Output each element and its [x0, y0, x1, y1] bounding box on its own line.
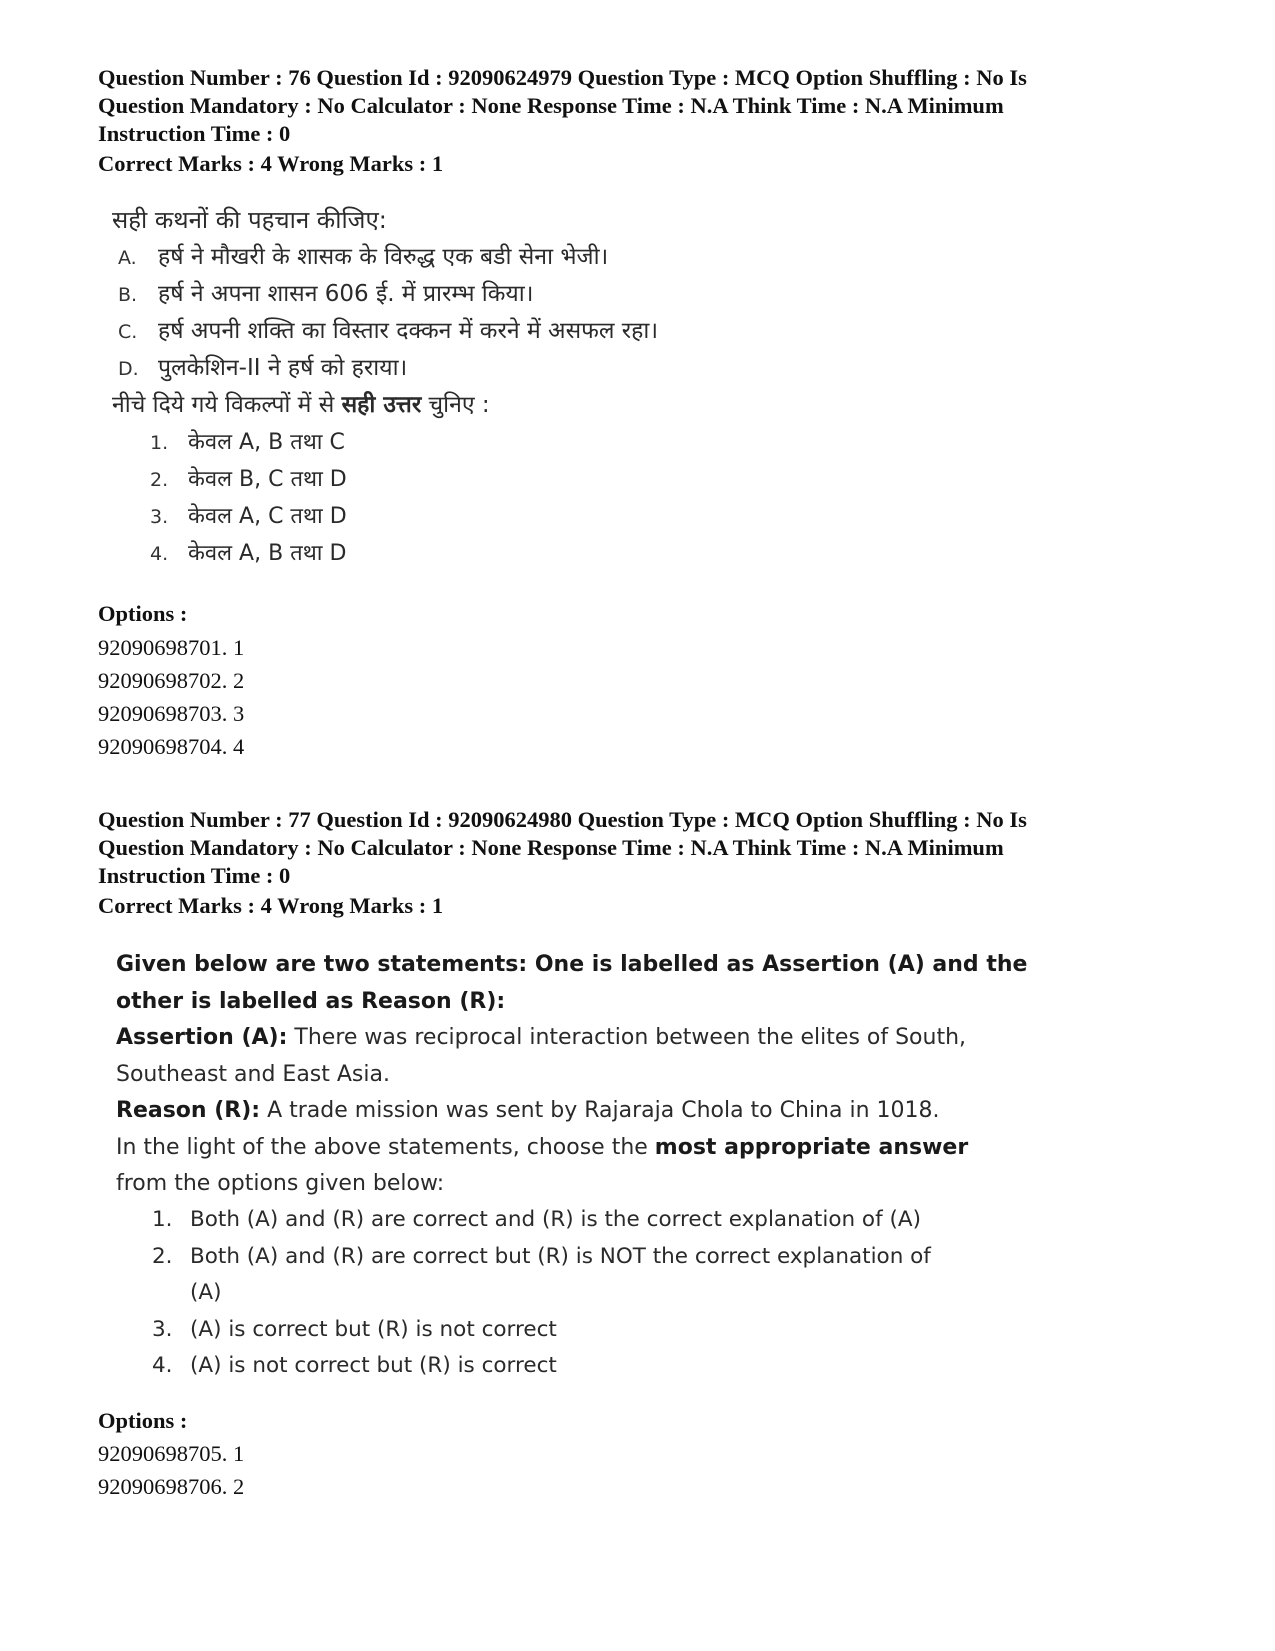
q76-choice-text: केवल A, B तथा C	[188, 430, 345, 455]
q77-choice-text: (A) is correct but (R) is not correct	[190, 1317, 557, 1342]
q76-instruction	[112, 390, 490, 420]
q76-choice-text: केवल A, C तथा D	[188, 504, 347, 529]
q76-meta-line-2: Question Mandatory : No Calculator : None Response Time : N.A Think Time : N.A Minimum	[98, 93, 1004, 118]
q76-choice-1	[150, 428, 345, 458]
q77-reason-text: A trade mission was sent by Rajaraja Chola to China in 1018.	[260, 1098, 940, 1123]
q77-reason	[116, 1096, 940, 1126]
q77-choice-number: 2.	[152, 1244, 173, 1269]
q77-assertion-line-2: Southeast and East Asia.	[116, 1062, 390, 1087]
q76-choice-3	[150, 502, 347, 532]
q76-instruction-post: चुनिए :	[421, 392, 490, 418]
q76-statement-label: C.	[118, 321, 138, 343]
q77-intro-line-2	[116, 987, 505, 1017]
q76-option-row: 92090698704. 4	[98, 734, 245, 759]
q77-assertion-label: Assertion (A):	[116, 1025, 288, 1050]
q77-choice-text: Both (A) and (R) are correct but (R) is NOT the correct explanation of	[190, 1244, 931, 1269]
q77-option-row: 92090698705. 1	[98, 1441, 245, 1466]
q76-choice-4	[150, 539, 346, 569]
q76-statement-text: हर्ष ने अपना शासन 606 ई. में प्रारम्भ किया।	[158, 281, 534, 307]
q76-choice-text: केवल B, C तथा D	[188, 467, 347, 492]
q77-assertion-text: There was reciprocal interaction between the elites of South,	[287, 1025, 967, 1050]
q76-choice-2	[150, 465, 347, 495]
q77-light-line-1	[116, 1133, 968, 1163]
q76-meta	[98, 64, 1188, 148]
q77-choice-text: Both (A) and (R) are correct and (R) is the correct explanation of (A)	[190, 1207, 921, 1232]
q77-options-label: Options :	[98, 1408, 188, 1433]
q76-statement-b	[118, 279, 533, 310]
q76-choice-number: 3.	[150, 506, 169, 528]
q77-assertion	[116, 1023, 966, 1053]
q77-light-pre: In the light of the above statements, choose the	[116, 1135, 655, 1160]
q76-statement-text: हर्ष अपनी शक्ति का विस्तार दक्कन में करने में असफल रहा।	[158, 318, 659, 344]
q76-statement-label: B.	[118, 284, 138, 306]
q77-choice-number: 4.	[152, 1353, 173, 1378]
q77-option-row: 92090698706. 2	[98, 1474, 245, 1499]
q76-meta-line-3: Instruction Time : 0	[98, 121, 291, 146]
q77-meta-line-3: Instruction Time : 0	[98, 863, 291, 888]
q77-choice-3	[152, 1315, 557, 1345]
q77-light-line-2: from the options given below:	[116, 1171, 445, 1196]
q76-statement-label: A.	[118, 247, 137, 269]
q76-meta-line-1: Question Number : 76 Question Id : 92090624979 Question Type : MCQ Option Shuffling : No Is	[98, 65, 1027, 90]
q76-options-label: Options :	[98, 601, 188, 626]
q76-instruction-bold: सही उत्तर	[341, 392, 422, 418]
q76-option-row: 92090698703. 3	[98, 701, 245, 726]
q76-choice-text: केवल A, B तथा D	[188, 541, 347, 566]
q77-light-bold: most appropriate answer	[654, 1135, 969, 1160]
q77-reason-label: Reason (R):	[116, 1098, 261, 1123]
q76-statement-c	[118, 316, 658, 347]
q77-choice-number: 1.	[152, 1207, 173, 1232]
q76-statement-d	[118, 353, 407, 384]
q77-choice-number: 3.	[152, 1317, 173, 1342]
q76-choice-number: 2.	[150, 469, 169, 491]
q77-choice-text: (A) is not correct but (R) is correct	[190, 1353, 557, 1378]
q77-choice-2	[152, 1242, 931, 1272]
q77-intro-line-1	[116, 950, 1027, 980]
q76-option-row: 92090698701. 1	[98, 635, 245, 660]
q77-marks: Correct Marks : 4 Wrong Marks : 1	[98, 893, 444, 918]
q76-prompt: सही कथनों की पहचान कीजिए:	[112, 206, 387, 234]
q77-intro-text: Given below are two statements: One is labelled as Assertion (A) and the	[116, 952, 1028, 977]
q77-choice-4	[152, 1351, 557, 1381]
q76-option-row: 92090698702. 2	[98, 668, 245, 693]
q77-meta-line-1: Question Number : 77 Question Id : 92090624980 Question Type : MCQ Option Shuffling : No Is	[98, 807, 1027, 832]
q76-choice-number: 1.	[150, 432, 169, 454]
q76-statement-a	[118, 242, 608, 273]
q76-choice-number: 4.	[150, 543, 169, 565]
q77-choice-2-continuation: (A)	[190, 1280, 222, 1305]
q76-marks: Correct Marks : 4 Wrong Marks : 1	[98, 151, 444, 176]
q76-statement-text: पुलकेशिन-II ने हर्ष को हराया।	[158, 355, 408, 381]
q77-meta	[98, 806, 1188, 890]
q77-intro-text: other is labelled as Reason (R):	[116, 989, 506, 1014]
q76-statement-label: D.	[118, 358, 139, 380]
q77-choice-1	[152, 1205, 921, 1235]
q76-statement-text: हर्ष ने मौखरी के शासक के विरुद्ध एक बडी सेना भेजी।	[158, 244, 609, 270]
q76-instruction-pre: नीचे दिये गये विकल्पों में से	[112, 392, 342, 418]
q77-meta-line-2: Question Mandatory : No Calculator : None Response Time : N.A Think Time : N.A Minimum	[98, 835, 1004, 860]
